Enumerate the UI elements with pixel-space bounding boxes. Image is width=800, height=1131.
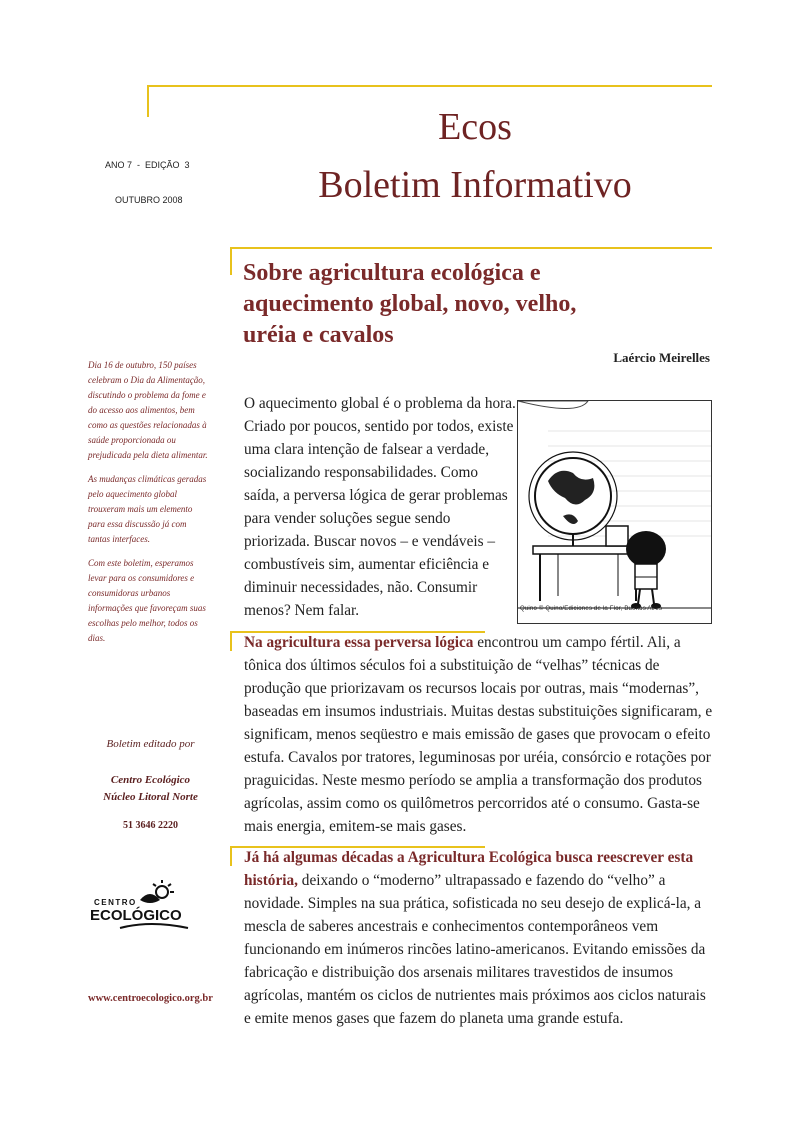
org-phone: 51 3646 2220 (123, 820, 178, 831)
headline-rule-horizontal (230, 247, 712, 249)
paragraph-3-text: deixando o “moderno” ultrapassado e fazendo do “velho” a novidade. Simples na sua prática, sofisticada no seu desejo de explicá-la, a mescla de saberes ancestrais e conhecimentos contemporâneos vem funcionando em inúmeros rincões latino-americanos. Evitando emissões da fabricação e distribuição dos arsenais militares travestidos de insumos agrícolas, mantém os ciclos de nutrientes mais próximos aos ciclos naturais e emite menos gases que fazem do planeta uma grande estufa. (244, 872, 706, 1027)
article-paragraph-3 (244, 846, 714, 1030)
paragraph-3-lead: Já há algumas décadas a Agricultura Ecológica busca reescrever esta história, (244, 849, 694, 889)
masthead-title-boletim: Boletim Informativo (318, 164, 632, 206)
masthead-title-ecos: Ecos (438, 106, 512, 148)
org-name-line2: Núcleo Litoral Norte (103, 791, 198, 803)
paragraph-2-lead: Na agricultura essa perversa lógica (244, 634, 474, 651)
date-label: OUTUBRO 2008 (115, 195, 183, 205)
sidebar-paragraph-1: Dia 16 de outubro, 150 países celebram o Dia da Alimentação, discutindo o problema da fome e do acesso aos alimentos, bem como as questões relacionadas à saúde proporcionada ou prejudicada pela dieta alimentar. (88, 360, 208, 460)
website-link[interactable]: www.centroecologico.org.br (88, 993, 213, 1004)
header-rule-horizontal (147, 85, 712, 87)
logo-text-ecologico: ECOLÓGICO (90, 907, 182, 924)
sidebar-paragraph-3: Com este boletim, esperamos levar para os consumidores e consumidoras urbanos informações que favoreçam suas escolhas pelo melhor, todos os dias. (88, 558, 206, 643)
article-paragraph-2 (244, 631, 714, 838)
edited-by-label: Boletim editado por (106, 738, 195, 750)
mafalda-cartoon-image (517, 400, 712, 624)
article-author: Laércio Meirelles (613, 350, 710, 365)
para3-rule-vertical (230, 846, 232, 866)
paragraph-2-text: encontrou um campo fértil. Ali, a tônica dos últimos séculos foi a substituição de “velhas” técnicas de produção que priorizavam os recursos locais por outras, mais “modernas”, baseadas em insumos industriais. Muitas destas substituições significaram, e significam, menos seqüestro e mais emissão de gases que provocam o efeito estufa. Cavalos por tratores, leguminosas por uréia, consórcio e rotações por praguicidas. Neste mesmo período se amplia a transformação dos produtos agrícolas, assim como os quilômetros percorridos até o consumo. Gasta-se mais energia, emitem-se mais gases. (244, 634, 713, 835)
edition-label: ANO 7 - EDIÇÃO 3 (105, 160, 190, 170)
headline-rule-vertical (230, 247, 232, 275)
article-headline: Sobre agricultura ecológica e aquecimento global, novo, velho, uréia e cavalos (243, 260, 577, 348)
sidebar-paragraph-2: As mudanças climáticas geradas pelo aquecimento global trouxeram mais um elemento para essa discussão já com tantas interfaces. (88, 474, 207, 544)
article-paragraph-1: O aquecimento global é o problema da hora. Criado por poucos, sentido por todos, existe uma clara intenção de falsear a verdade, socializando responsabilidades. Como saída, a perversa lógica de gerar problemas para vender soluções segue sendo priorizada. Buscar novos – e vendáveis – combustíveis sim, aumentar eficiência e diminuir necessidades, não. Consumir menos? Nem falar. (244, 395, 516, 619)
logo-text-centro: CENTRO (94, 898, 137, 907)
sidebar-notes (88, 358, 208, 655)
centro-ecologico-logo (90, 878, 190, 933)
org-name-line1: Centro Ecológico (110, 774, 191, 786)
cartoon-illustration-icon (518, 401, 711, 623)
header-rule-vertical (147, 85, 149, 117)
cartoon-caption: Quino © Quino/Ediciones de la Flor, Buenos Aires (520, 606, 663, 612)
para2-rule-vertical (230, 631, 232, 651)
